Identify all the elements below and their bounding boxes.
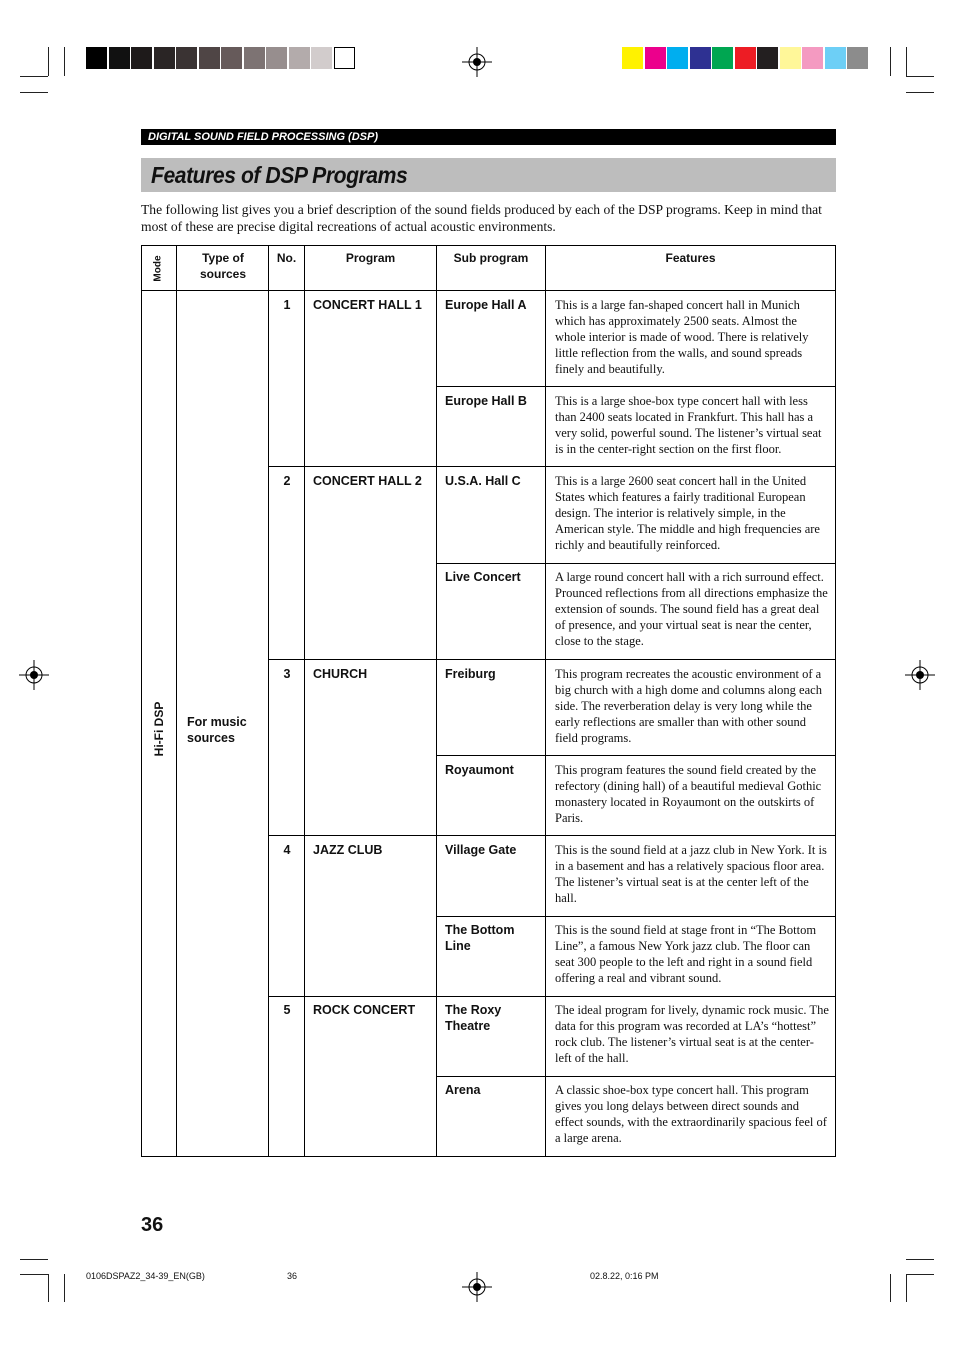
program-number: 1	[283, 298, 291, 312]
calibration-swatch	[334, 47, 355, 69]
feature-description: This is a large 2600 seat concert hall in the United States which features a fairly traditional European design. The interior is relatively simple, in the American style. The middle and high frequencies are richly and beautifully reinforced.	[555, 474, 820, 552]
crop-mark	[906, 92, 934, 93]
program-name: CONCERT HALL 2	[313, 474, 422, 488]
calibration-swatch	[86, 47, 107, 69]
program-number: 3	[283, 667, 291, 681]
registration-mark-icon	[462, 47, 492, 77]
page-title: Features of DSP Programs	[151, 162, 408, 188]
header-type-of-sources: Type of sources	[199, 251, 247, 281]
calibration-swatch	[847, 47, 868, 69]
title-band	[141, 158, 836, 192]
crop-mark	[906, 76, 934, 77]
sub-program-name: The Roxy Theatre	[445, 1003, 502, 1033]
calibration-swatch	[757, 47, 778, 69]
crop-mark	[906, 1274, 907, 1302]
crop-mark	[906, 1274, 934, 1275]
crop-mark	[890, 47, 891, 76]
sub-program-name: Live Concert	[445, 570, 521, 584]
calibration-swatch	[735, 47, 756, 69]
calibration-swatch	[221, 47, 242, 69]
crop-mark	[890, 1274, 891, 1302]
calibration-swatch	[712, 47, 733, 69]
calibration-swatch	[667, 47, 688, 69]
calibration-swatch	[199, 47, 220, 69]
program-number: 2	[283, 474, 291, 488]
crop-mark	[20, 1274, 48, 1275]
section-header: DIGITAL SOUND FIELD PROCESSING (DSP)	[141, 129, 836, 145]
registration-mark-icon	[19, 660, 49, 690]
calibration-swatch	[109, 47, 130, 69]
sub-program-name: Europe Hall A	[445, 298, 527, 312]
crop-mark	[906, 1259, 934, 1260]
footer-page: 36	[287, 1271, 298, 1281]
calibration-swatch	[690, 47, 711, 69]
header-number: No.	[276, 251, 297, 265]
feature-description: This program recreates the acoustic environment of a big church with a high dome and columns along each side. The reverberation delay is very long while the early reflections are smaller than with other sound field programs.	[555, 667, 822, 745]
page-number: 36	[141, 1214, 164, 1236]
calibration-swatch	[780, 47, 801, 69]
feature-description: A classic shoe-box type concert hall. This program gives you long delays between direct sounds and effect sounds, with the extraordinarily spacious feel of a large arena.	[555, 1083, 827, 1145]
crop-mark	[48, 47, 49, 76]
footer-filename: 0106DSPAZ2_34-39_EN(GB)	[86, 1271, 205, 1281]
type-of-sources-value: For music sources	[187, 715, 247, 745]
feature-description: This program features the sound field created by the refectory (dining hall) of a beautiful medieval Gothic monastery located in Royaumont on the outskirts of Paris.	[555, 763, 822, 825]
calibration-swatch	[825, 47, 846, 69]
calibration-swatch	[645, 47, 666, 69]
sub-program-name: Freiburg	[445, 667, 496, 681]
sub-program-name: Arena	[445, 1083, 481, 1097]
feature-description: The ideal program for lively, dynamic rock music. The data for this program was recorded at LA’s “hottest” rock club. The listener’s virtual seat is at the center-left of the hall.	[555, 1003, 829, 1065]
dsp-programs-table	[141, 245, 836, 1157]
sub-program-name: Europe Hall B	[445, 394, 527, 408]
registration-mark-icon	[905, 660, 935, 690]
feature-description: This is a large fan-shaped concert hall in Munich which has approximately 2500 seats. Almost the whole interior is made of wood. There is relatively little reflection from the walls, and sound spreads finely and beautifully.	[555, 298, 809, 376]
crop-mark	[20, 76, 48, 77]
crop-mark	[48, 1274, 49, 1302]
color-calibration-bar	[622, 47, 870, 69]
header-program: Program	[345, 251, 396, 265]
header-sub-program: Sub program	[453, 251, 529, 265]
calibration-swatch	[244, 47, 265, 69]
calibration-swatch	[311, 47, 332, 69]
calibration-swatch	[131, 47, 152, 69]
sub-program-name: The Bottom Line	[445, 923, 515, 953]
program-name: JAZZ CLUB	[313, 843, 383, 857]
feature-description: A large round concert hall with a rich surround effect. Prounced reflections from all directions emphasize the extension of sounds. The sound field has a great deal of presence, and your virtual seat is near the center, close to the stage.	[555, 570, 828, 648]
program-name: CHURCH	[313, 667, 368, 681]
feature-description: This is the sound field at stage front in “The Bottom Line”, a famous New York jazz club. The floor can seat 300 people to the left and right in a sound field offering a real and vibrant sound.	[555, 923, 817, 985]
grayscale-calibration-bar	[86, 47, 356, 69]
calibration-swatch	[622, 47, 643, 69]
sub-program-name: U.S.A. Hall C	[445, 474, 521, 488]
program-number: 4	[283, 843, 291, 857]
program-number: 5	[283, 1003, 291, 1017]
mode-value: Hi-Fi DSP	[152, 701, 166, 757]
calibration-swatch	[176, 47, 197, 69]
header-features: Features	[665, 251, 716, 265]
registration-mark-icon	[462, 1272, 492, 1302]
feature-description: This is the sound field at a jazz club in New York. It is in a basement and has a relatively spacious floor area. The listener’s virtual seat is at the center left of the hall.	[555, 843, 827, 905]
calibration-swatch	[154, 47, 175, 69]
program-name: CONCERT HALL 1	[313, 298, 422, 312]
sub-program-name: Royaumont	[445, 763, 514, 777]
calibration-swatch	[266, 47, 287, 69]
crop-mark	[64, 47, 65, 76]
program-name: ROCK CONCERT	[313, 1003, 416, 1017]
crop-mark	[20, 92, 48, 93]
calibration-swatch	[289, 47, 310, 69]
footer-date: 02.8.22, 0:16 PM	[590, 1271, 659, 1281]
calibration-swatch	[802, 47, 823, 69]
crop-mark	[64, 1274, 65, 1302]
sub-program-name: Village Gate	[445, 843, 517, 857]
intro-paragraph: The following list gives you a brief description of the sound fields produced by each of the DSP programs. Keep in mind that most of these are precise digital recreations of actual acoustic environments.	[141, 202, 822, 234]
header-mode: Mode	[152, 255, 164, 282]
crop-mark	[20, 1259, 48, 1260]
crop-mark	[906, 47, 907, 76]
feature-description: This is a large shoe-box type concert hall with less than 2400 seats located in Frankfurt. This hall has a very solid, powerful sound. The listener’s virtual seat is in the center-right section on the first floor.	[555, 394, 822, 456]
